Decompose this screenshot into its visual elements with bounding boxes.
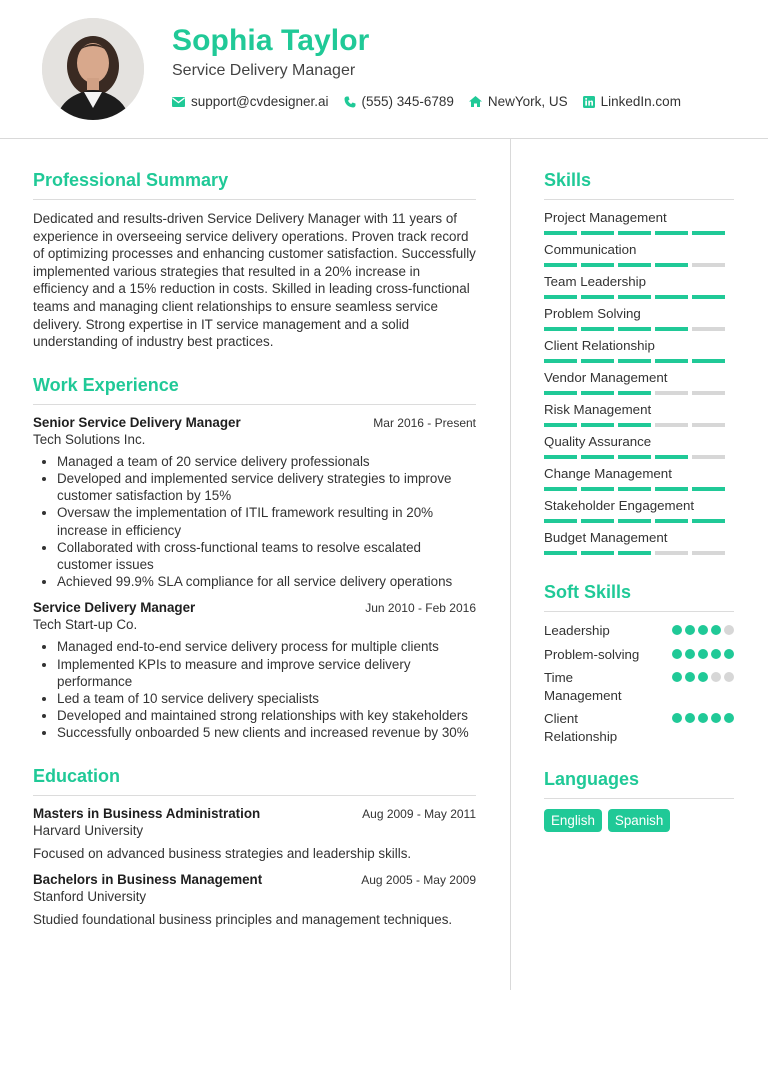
rating-dot: [711, 649, 721, 659]
skill-level-segment: [692, 391, 725, 395]
soft-skill-item: [544, 669, 734, 704]
skill-name: Quality Assurance: [544, 434, 652, 449]
skill-level-segment: [581, 487, 614, 491]
home-icon: [469, 96, 482, 107]
linkedin-icon: [583, 96, 595, 108]
skill-level-bar: [544, 263, 734, 267]
school-name: Stanford University: [33, 889, 147, 905]
job-entry: [33, 600, 476, 741]
skill-level-segment: [618, 391, 651, 395]
rating-dot: [711, 713, 721, 723]
summary-text: Dedicated and results-driven Service Delivery Manager with 11 years of experience in overseeing service delivery operations. Proven track record of optimizing processes and enhancing customer satisfaction. Successfully implemented various strategies that resulted in a 20% increase in efficiency and a 15% reduction in costs. Skilled in leading cross-functional teams and managing client relationships to ensure seamless service delivery. Strong expertise in IT service management and a solid understanding of industry best practices.: [33, 211, 476, 350]
skill-level-segment: [618, 519, 651, 523]
job-bullets: [33, 453, 476, 591]
soft-skills-section: [544, 582, 734, 745]
languages-heading: Languages: [544, 769, 734, 799]
job-company: Tech Solutions Inc.: [33, 431, 146, 447]
job-bullet: • Managed end-to-end service delivery process for multiple clients: [57, 638, 476, 655]
rating-dot: [698, 625, 708, 635]
skill-level-segment: [655, 487, 688, 491]
candidate-name: Sophia Taylor: [172, 24, 370, 57]
skill-level-segment: [581, 295, 614, 299]
skill-level-segment: [655, 391, 688, 395]
skill-level-segment: [618, 359, 651, 363]
soft-skill-name: Time Management: [544, 670, 622, 703]
rating-dot: [724, 649, 734, 659]
skill-level-segment: [692, 327, 725, 331]
skill-level-segment: [618, 455, 651, 459]
education-date: Aug 2009 - May 2011: [362, 806, 476, 821]
skill-level-segment: [692, 455, 725, 459]
candidate-title: Service Delivery Manager: [172, 62, 356, 79]
rating-dot: [685, 672, 695, 682]
skill-level-segment: [692, 519, 725, 523]
rating-dot: [685, 625, 695, 635]
contact-email[interactable]: [172, 94, 329, 109]
soft-skill-item: [544, 710, 734, 745]
soft-skills-heading: Soft Skills: [544, 582, 734, 612]
contact-location: [469, 94, 568, 109]
email-icon: [172, 97, 185, 107]
soft-skill-item: [544, 646, 734, 664]
rating-dot: [685, 713, 695, 723]
rating-dot: [711, 672, 721, 682]
education-description: Studied foundational business principles and management techniques.: [33, 912, 453, 928]
skill-level-segment: [618, 551, 651, 555]
rating-dot: [672, 649, 682, 659]
soft-skill-rating: [672, 713, 734, 723]
phone-icon: [344, 96, 356, 108]
soft-skill-rating: [672, 672, 734, 682]
experience-heading: Work Experience: [33, 375, 476, 405]
rating-dot: [672, 713, 682, 723]
job-header: [33, 415, 476, 430]
skill-level-segment: [655, 263, 688, 267]
skill-level-bar: [544, 455, 734, 459]
soft-skill-rating: [672, 625, 734, 635]
job-bullet: • Developed and maintained strong relationships with key stakeholders: [57, 707, 476, 724]
education-list: [33, 806, 476, 929]
job-bullet: • Developed and implemented service delivery strategies to improve customer satisfaction by 15%: [57, 470, 476, 504]
school-name: Harvard University: [33, 822, 144, 838]
skill-level-segment: [581, 359, 614, 363]
skill-level-segment: [692, 359, 725, 363]
soft-skill-list: [544, 622, 734, 745]
skill-level-segment: [581, 327, 614, 331]
rating-dot: [685, 649, 695, 659]
education-section: [33, 766, 476, 929]
skills-heading: Skills: [544, 170, 734, 200]
degree-title: Bachelors in Business Management: [33, 872, 263, 888]
skill-item: [544, 402, 734, 427]
skill-level-bar: [544, 327, 734, 331]
rating-dot: [698, 672, 708, 682]
skill-level-segment: [544, 231, 577, 235]
job-bullet: • Oversaw the implementation of ITIL framework resulting in 20% increase in efficiency: [57, 504, 476, 538]
skill-level-segment: [655, 519, 688, 523]
rating-dot: [698, 649, 708, 659]
contact-linkedin[interactable]: [583, 94, 681, 109]
rating-dot: [698, 713, 708, 723]
skill-level-segment: [544, 519, 577, 523]
location-text: NewYork, US: [487, 94, 568, 109]
skill-name: Project Management: [544, 210, 667, 225]
skill-item: [544, 210, 734, 235]
skill-level-segment: [581, 455, 614, 459]
education-header: [33, 806, 476, 821]
job-bullet: • Led a team of 10 service delivery specialists: [57, 690, 476, 707]
skill-level-segment: [618, 263, 651, 267]
job-title: Senior Service Delivery Manager: [33, 414, 241, 430]
linkedin-text: LinkedIn.com: [600, 94, 681, 109]
language-badge: English: [544, 809, 602, 832]
skill-level-segment: [655, 455, 688, 459]
skill-level-bar: [544, 295, 734, 299]
rating-dot: [724, 672, 734, 682]
skill-level-segment: [544, 295, 577, 299]
skill-level-segment: [544, 359, 577, 363]
job-bullets: [33, 638, 476, 741]
skill-level-segment: [581, 423, 614, 427]
degree-title: Masters in Business Administration: [33, 805, 261, 821]
education-heading: Education: [33, 766, 476, 796]
skill-item: [544, 338, 734, 363]
skill-level-segment: [544, 327, 577, 331]
job-date: Jun 2010 - Feb 2016: [365, 601, 476, 616]
skill-item: [544, 274, 734, 299]
contact-bar: [172, 94, 696, 109]
skill-level-segment: [655, 359, 688, 363]
skill-name: Team Leadership: [544, 274, 647, 289]
summary-section: [33, 170, 476, 351]
skill-level-segment: [692, 295, 725, 299]
language-list: [544, 809, 734, 832]
languages-section: [544, 769, 734, 832]
job-entry: [33, 415, 476, 591]
skill-name: Stakeholder Engagement: [544, 498, 695, 513]
skill-level-segment: [655, 231, 688, 235]
skill-level-segment: [581, 391, 614, 395]
skill-level-segment: [581, 231, 614, 235]
job-company: Tech Start-up Co.: [33, 617, 138, 633]
skill-level-segment: [618, 295, 651, 299]
skill-item: [544, 498, 734, 523]
skill-list: [544, 210, 734, 555]
skill-level-segment: [655, 551, 688, 555]
skill-level-bar: [544, 423, 734, 427]
skill-level-segment: [655, 295, 688, 299]
education-description: Focused on advanced business strategies and leadership skills.: [33, 845, 412, 861]
side-column: [544, 170, 734, 832]
skill-level-segment: [655, 423, 688, 427]
skill-level-segment: [618, 231, 651, 235]
job-list: [33, 415, 476, 742]
job-bullet: • Collaborated with cross-functional teams to resolve escalated customer issues: [57, 539, 476, 573]
language-badge: Spanish: [608, 809, 670, 832]
skill-level-segment: [581, 519, 614, 523]
summary-heading: Professional Summary: [33, 170, 476, 200]
job-title: Service Delivery Manager: [33, 600, 196, 616]
skill-level-segment: [692, 263, 725, 267]
rating-dot: [724, 625, 734, 635]
rating-dot: [711, 625, 721, 635]
skill-name: Problem Solving: [544, 306, 641, 321]
skill-name: Change Management: [544, 466, 672, 481]
job-bullet: • Achieved 99.9% SLA compliance for all service delivery operations: [57, 573, 476, 590]
rating-dot: [672, 672, 682, 682]
soft-skill-rating: [672, 649, 734, 659]
rating-dot: [724, 713, 734, 723]
skill-level-segment: [618, 327, 651, 331]
job-date: Mar 2016 - Present: [373, 415, 476, 430]
soft-skill-item: [544, 622, 734, 640]
skill-level-segment: [692, 551, 725, 555]
skill-level-bar: [544, 231, 734, 235]
education-date: Aug 2005 - May 2009: [361, 873, 476, 888]
soft-skill-name: Leadership: [544, 623, 610, 638]
phone-text: (555) 345-6789: [361, 94, 454, 109]
job-bullet: • Managed a team of 20 service delivery professionals: [57, 453, 476, 470]
skill-level-segment: [581, 263, 614, 267]
column-divider: [510, 138, 511, 990]
skill-item: [544, 530, 734, 555]
job-bullet: • Successfully onboarded 5 new clients and increased revenue by 30%: [57, 724, 476, 741]
skill-level-segment: [618, 423, 651, 427]
skill-level-segment: [544, 455, 577, 459]
skill-name: Communication: [544, 242, 637, 257]
skill-level-segment: [544, 263, 577, 267]
skill-item: [544, 242, 734, 267]
main-column: [33, 170, 476, 929]
skill-name: Client Relationship: [544, 338, 655, 353]
skill-level-segment: [544, 423, 577, 427]
skill-item: [544, 306, 734, 331]
skills-section: [544, 170, 734, 555]
skill-level-segment: [544, 551, 577, 555]
skill-level-bar: [544, 359, 734, 363]
rating-dot: [672, 625, 682, 635]
job-bullet: • Implemented KPIs to measure and improve service delivery performance: [57, 656, 476, 690]
skill-item: [544, 434, 734, 459]
soft-skill-name: Client Relationship: [544, 711, 618, 744]
skill-name: Risk Management: [544, 402, 652, 417]
soft-skill-name: Problem-solving: [544, 646, 640, 662]
skill-level-segment: [581, 551, 614, 555]
skill-level-segment: [544, 391, 577, 395]
email-text: support@cvdesigner.ai: [191, 94, 329, 109]
experience-section: [33, 375, 476, 742]
resume-header: [0, 0, 768, 139]
profile-photo: [42, 18, 144, 120]
skill-level-segment: [692, 487, 725, 491]
education-entry: [33, 872, 476, 929]
skill-level-bar: [544, 519, 734, 523]
education-header: [33, 872, 476, 887]
skill-level-segment: [692, 423, 725, 427]
skill-level-bar: [544, 391, 734, 395]
job-header: [33, 600, 476, 615]
skill-name: Budget Management: [544, 530, 668, 545]
skill-level-segment: [544, 487, 577, 491]
skill-level-bar: [544, 487, 734, 491]
skill-level-segment: [692, 231, 725, 235]
skill-level-bar: [544, 551, 734, 555]
education-entry: [33, 806, 476, 863]
skill-level-segment: [655, 327, 688, 331]
skill-item: [544, 466, 734, 491]
skill-name: Vendor Management: [544, 370, 668, 385]
skill-level-segment: [618, 487, 651, 491]
skill-item: [544, 370, 734, 395]
contact-phone[interactable]: [344, 94, 454, 109]
